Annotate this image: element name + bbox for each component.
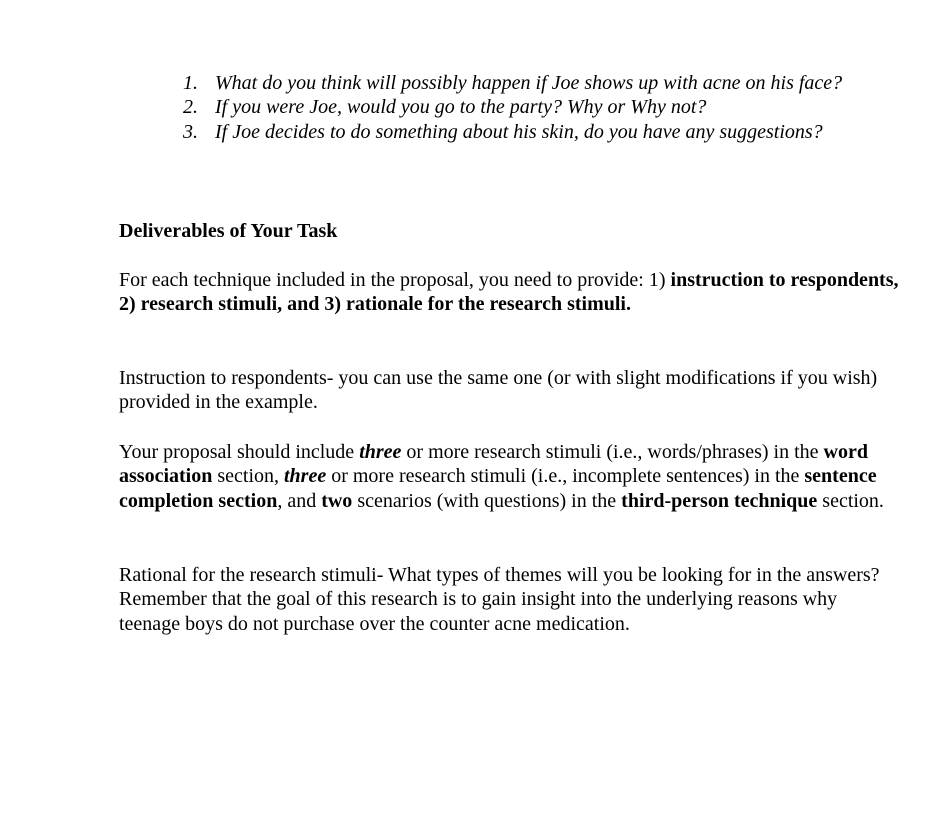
deliverables-paragraph <box>119 268 899 317</box>
bold-text: third-person technique <box>621 489 818 512</box>
proposal-paragraph <box>119 440 899 513</box>
bold-text: word association <box>119 441 868 488</box>
paragraph-text: section. <box>817 489 884 512</box>
section-heading: Deliverables of Your Task <box>119 220 338 242</box>
list-item <box>183 71 923 95</box>
instruction-paragraph: Instruction to respondents- you can use the same one (or with slight modifications if you wish) provided in the example. <box>119 367 878 414</box>
bold-italic-text: three <box>359 441 402 463</box>
paragraph-text: For each technique included in the proposal, you need to provide: 1) <box>119 269 671 291</box>
paragraph-text: section, <box>212 465 284 488</box>
list-number: 3. <box>183 120 198 143</box>
list-item <box>183 120 923 144</box>
bold-italic-text: three <box>284 465 327 488</box>
bold-text: two <box>321 489 353 512</box>
paragraph-text: or more research stimuli (i.e., incomplete sentences) in the <box>326 465 805 488</box>
list-item <box>183 95 923 119</box>
rationale-paragraph: Rational for the research stimuli- What types of themes will you be looking for in the answers? Remember that the goal of this research is to gain insight into the underlying reasons why teenage boys do not purchase over the counter acne medication. <box>119 564 880 635</box>
list-number: 1. <box>183 72 198 94</box>
paragraph-text: , and <box>277 489 322 512</box>
list-number: 2. <box>183 96 198 119</box>
question-text: If Joe decides to do something about his skin, do you have any suggestions? <box>215 120 823 143</box>
bold-text: instruction to respondents, 2) research stimuli, and 3) rationale for the research stimuli. <box>119 269 899 316</box>
paragraph-text: Your proposal should include <box>119 441 360 463</box>
bold-text: sentence completion section <box>119 465 877 512</box>
question-text: What do you think will possibly happen if Joe shows up with acne on his face? <box>215 72 843 94</box>
question-list <box>183 71 923 144</box>
question-text: If you were Joe, would you go to the party? Why or Why not? <box>215 96 707 119</box>
paragraph-text: or more research stimuli (i.e., words/phrases) in the <box>401 441 824 463</box>
paragraph-text: scenarios (with questions) in the <box>352 489 622 512</box>
